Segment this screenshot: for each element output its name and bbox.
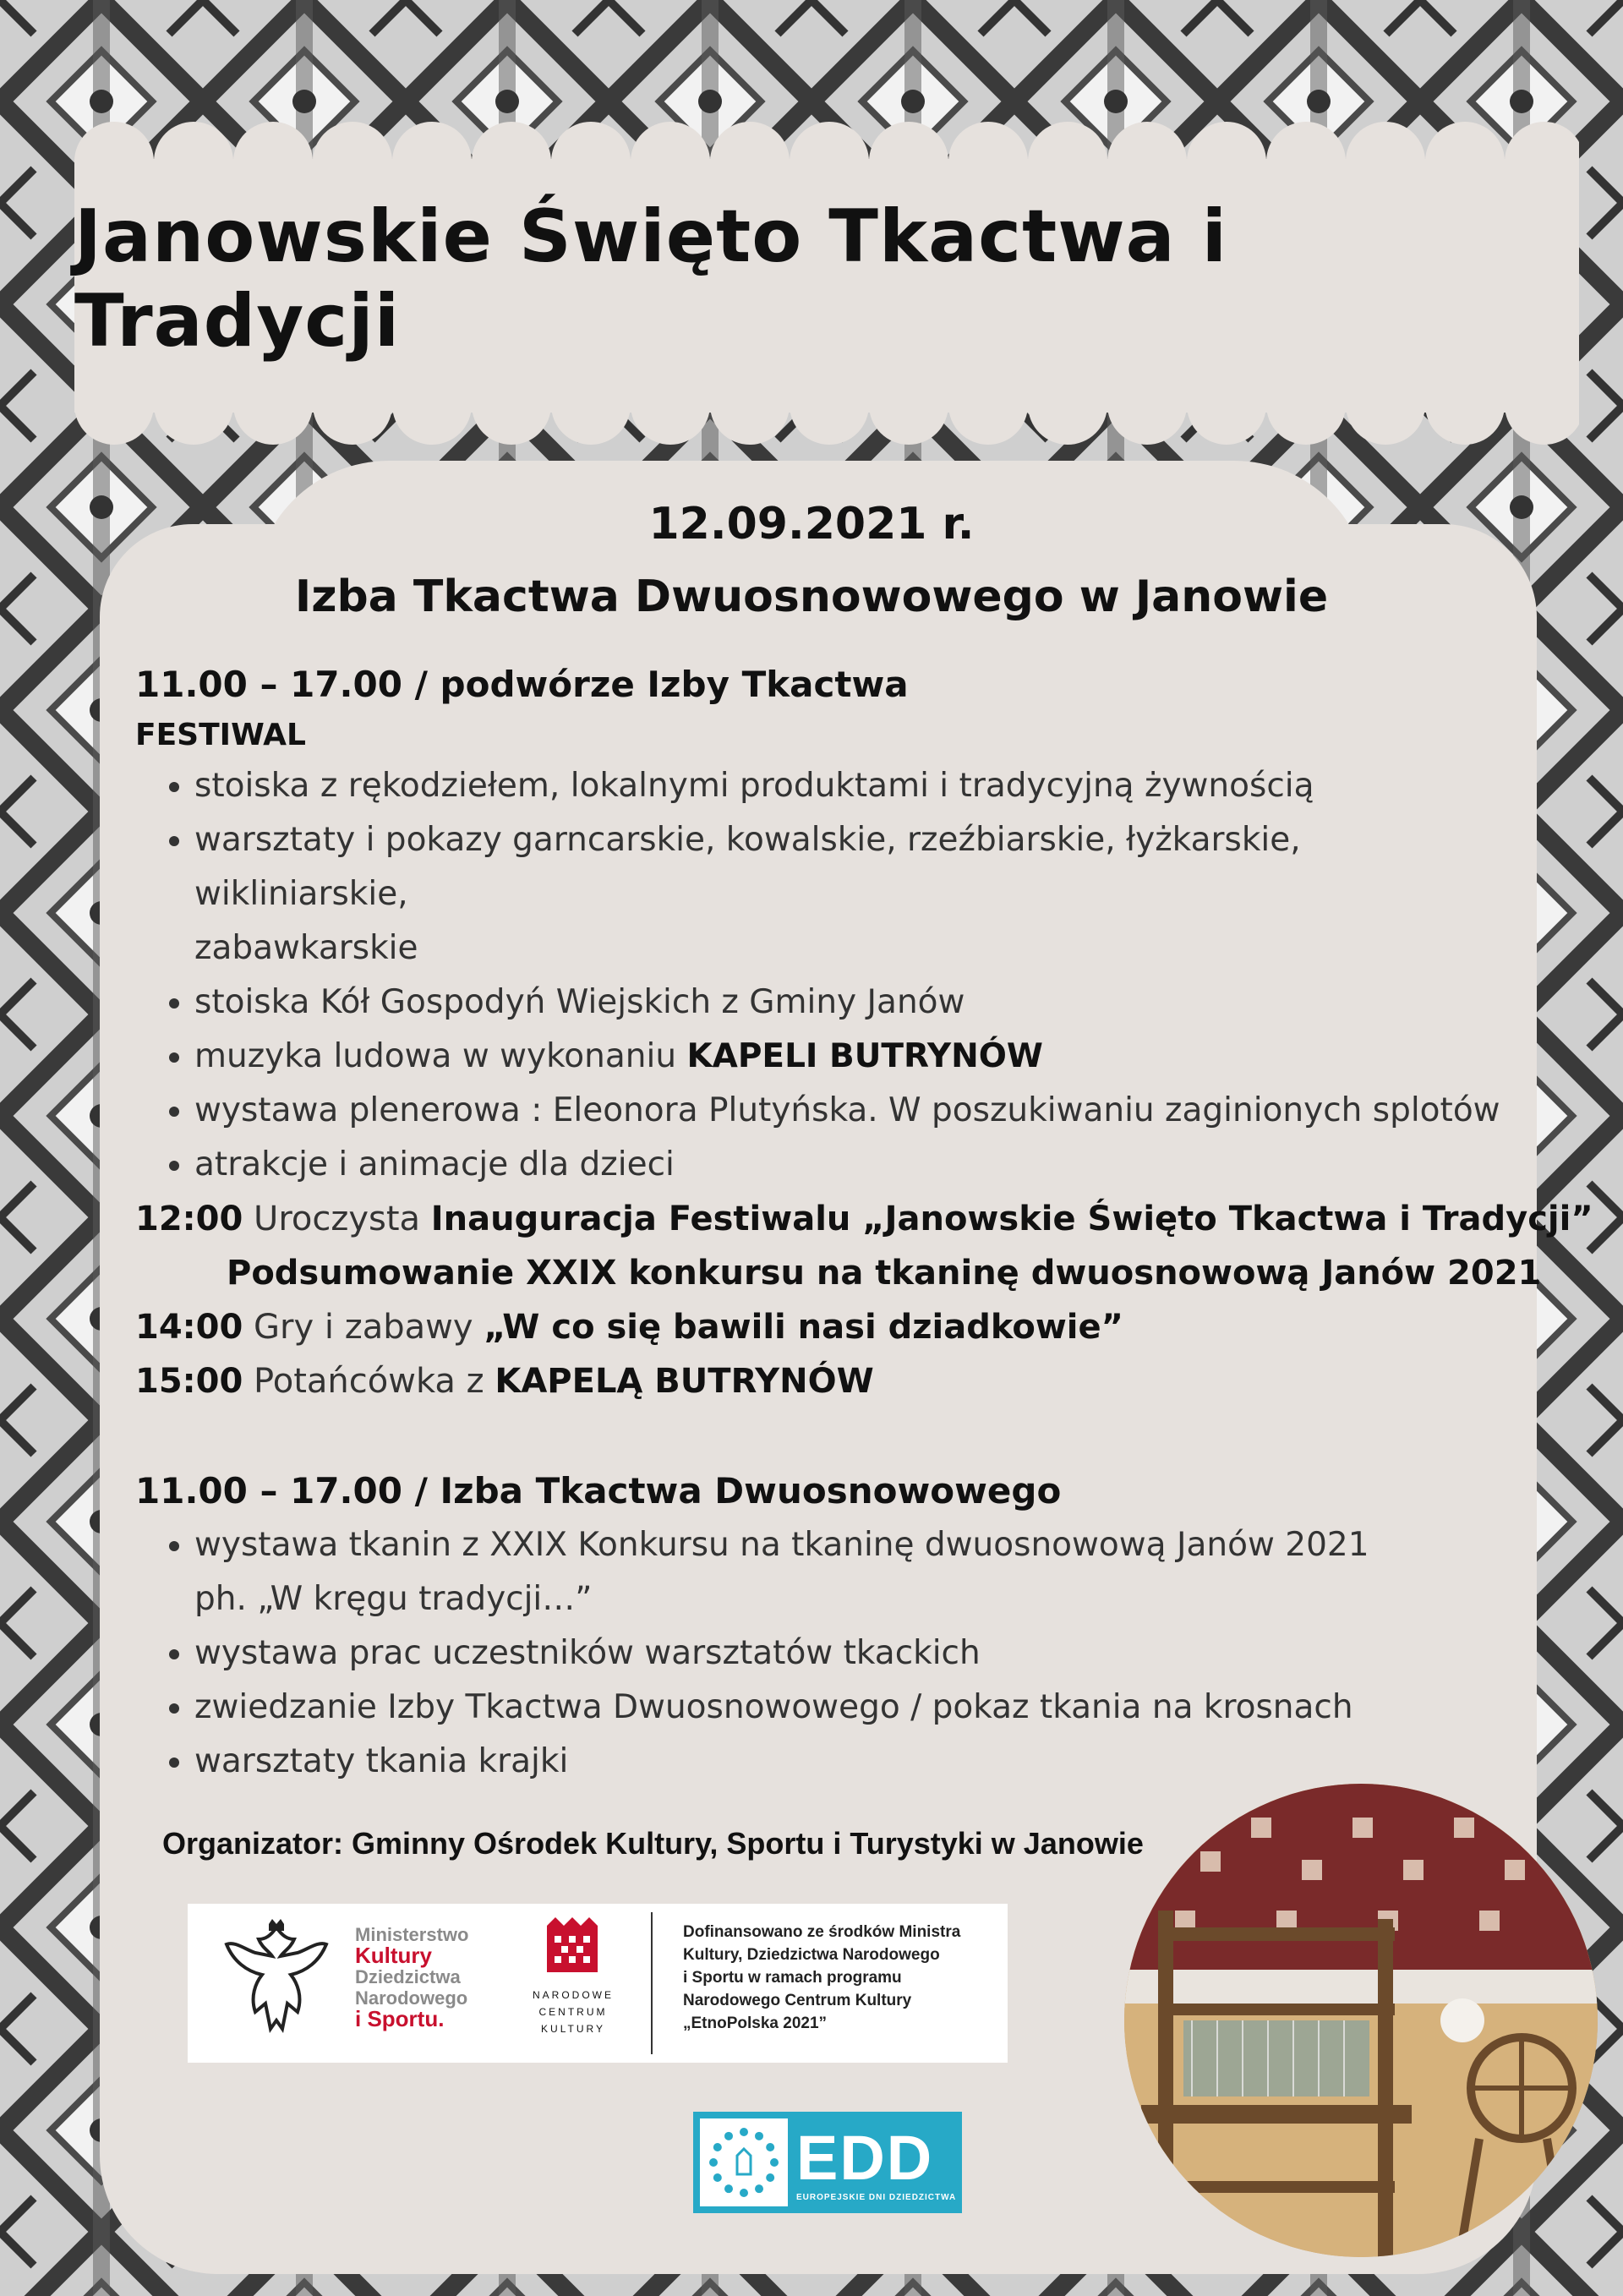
organizer: Organizator: Gminny Ośrodek Kultury, Sportu i Turystyki w Janowie [162,1826,1144,1861]
schedule-row [135,1354,1522,1408]
edd-logo [693,2112,962,2213]
ministry-line: Ministerstwo [355,1924,469,1945]
nck-crown-icon [543,1917,602,1976]
list-item: • warsztaty tkania krajki [194,1735,1522,1789]
eu-star [766,2143,774,2151]
list-item: • stoiska z rękodziełem, lokalnymi produktami i tradycyjną żywnością [194,759,1522,813]
event-venue: Izba Tkactwa Dwuosnowowego w Janowie [294,571,1329,622]
ministry-logo-text [355,1924,468,2030]
edd-subtitle: EUROPEJSKIE DNI DZIEDZICTWA [796,2193,957,2202]
ministry-line: Narodowego [355,1987,468,2009]
list-item: • warsztaty i pokazy garncarskie, kowalskie, rzeźbiarskie, łyżkarskie, wikliniarskie, [194,813,1522,921]
schedule-highlight: Inauguracja Festiwalu „Janowskie Święto Tkactwa i Tradycji” [430,1200,1593,1238]
funding-line: i Sportu w ramach programu [683,1969,902,1987]
funding-line: Kultury, Dziedzictwa Narodowego [683,1946,940,1964]
eu-star [740,2128,748,2136]
logo-divider [651,1912,653,2054]
schedule-highlight: „W co się bawili nasi dziadkowie” [484,1308,1123,1347]
eu-star [755,2184,763,2193]
ministry-line: i Sportu. [355,2006,445,2031]
edd-wordmark: EDD [796,2123,934,2193]
loom-illustration [1124,1784,1598,2257]
schedule-time: 15:00 [135,1362,243,1401]
eu-star [713,2143,722,2151]
list-item: • atrakcje i animacje dla dzieci [194,1138,1522,1192]
schedule-highlight: Podsumowanie XXIX konkursu na tkaninę dwuosnowową Janów 2021 [227,1254,1542,1293]
schedule-text: Potańcówka z [243,1362,495,1401]
ministry-line: Dziedzictwa [355,1966,461,1987]
eu-star [724,2132,733,2140]
list-item [194,1030,1522,1084]
list-item-continuation: zabawkarskie [194,929,418,967]
section2-time-place: 11.00 – 17.00 / Izba Tkactwa Dwuosnowowego [135,1470,1062,1512]
funding-note [683,1921,996,2035]
list-item: • wystawa tkanin z XXIX Konkursu na tkaninę dwuosnowową Janów 2021 [194,1518,1522,1572]
page-title: Janowskie Święto Tkactwa i Tradycji [74,194,1228,364]
list-item: • zwiedzanie Izby Tkactwa Dwuosnowowego / pokaz tkania na krosnach [194,1681,1522,1735]
list-item-text: muzyka ludowa w wykonaniu [194,1037,687,1075]
list-item: • wystawa plenerowa : Eleonora Plutyńska. W poszukiwaniu zaginionych splotów [194,1084,1522,1138]
spacer [135,1408,1522,1464]
eu-stars-icon [700,2118,788,2206]
schedule-text: Uroczysta [243,1200,431,1238]
section1-time-place: 11.00 – 17.00 / podwórze Izby Tkactwa [135,664,909,705]
schedule-row [135,1192,1593,1246]
eu-star [755,2132,763,2140]
list-item-continuation: ph. „W kręgu tradycji…” [194,1580,593,1618]
festival-list [135,759,1522,1192]
eu-star [709,2158,718,2167]
eu-star [770,2158,779,2167]
sponsor-logos [188,1904,1008,2063]
funding-line: Narodowego Centrum Kultury [683,1992,912,2009]
funding-line: „EtnoPolska 2021” [683,2014,828,2032]
ministry-line: Kultury [355,1943,432,1968]
schedule-time: 14:00 [135,1308,243,1347]
schedule-text: Gry i zabawy [243,1308,484,1347]
schedule-row [135,1300,1522,1354]
schedule-row [135,1246,1542,1300]
exhibition-list [135,1518,1522,1789]
eu-star [724,2184,733,2193]
section1-label: FESTIWAL [135,718,306,752]
nck-line: CENTRUM [538,2006,608,2018]
program-content [135,658,1593,1789]
nck-line: KULTURY [541,2023,605,2035]
polish-eagle-icon [221,1919,331,2046]
nck-logo-text [522,1987,624,2037]
eu-star [740,2189,748,2197]
eu-star [713,2173,722,2182]
schedule-highlight: KAPELĄ BUTRYNÓW [495,1362,874,1401]
schedule-time: 12:00 [135,1200,243,1238]
event-date: 12.09.2021 r. [648,499,975,549]
eu-star [766,2173,774,2182]
list-item: • stoiska Kół Gospodyń Wiejskich z Gminy Janów [194,976,1522,1030]
band-name: KAPELI BUTRYNÓW [686,1037,1043,1075]
nck-line: NARODOWE [533,1989,614,2001]
loom-photo [1124,1784,1598,2257]
list-item: • wystawa prac uczestników warsztatów tkackich [194,1626,1522,1681]
funding-line: Dofinansowano ze środków Ministra [683,1923,961,1941]
